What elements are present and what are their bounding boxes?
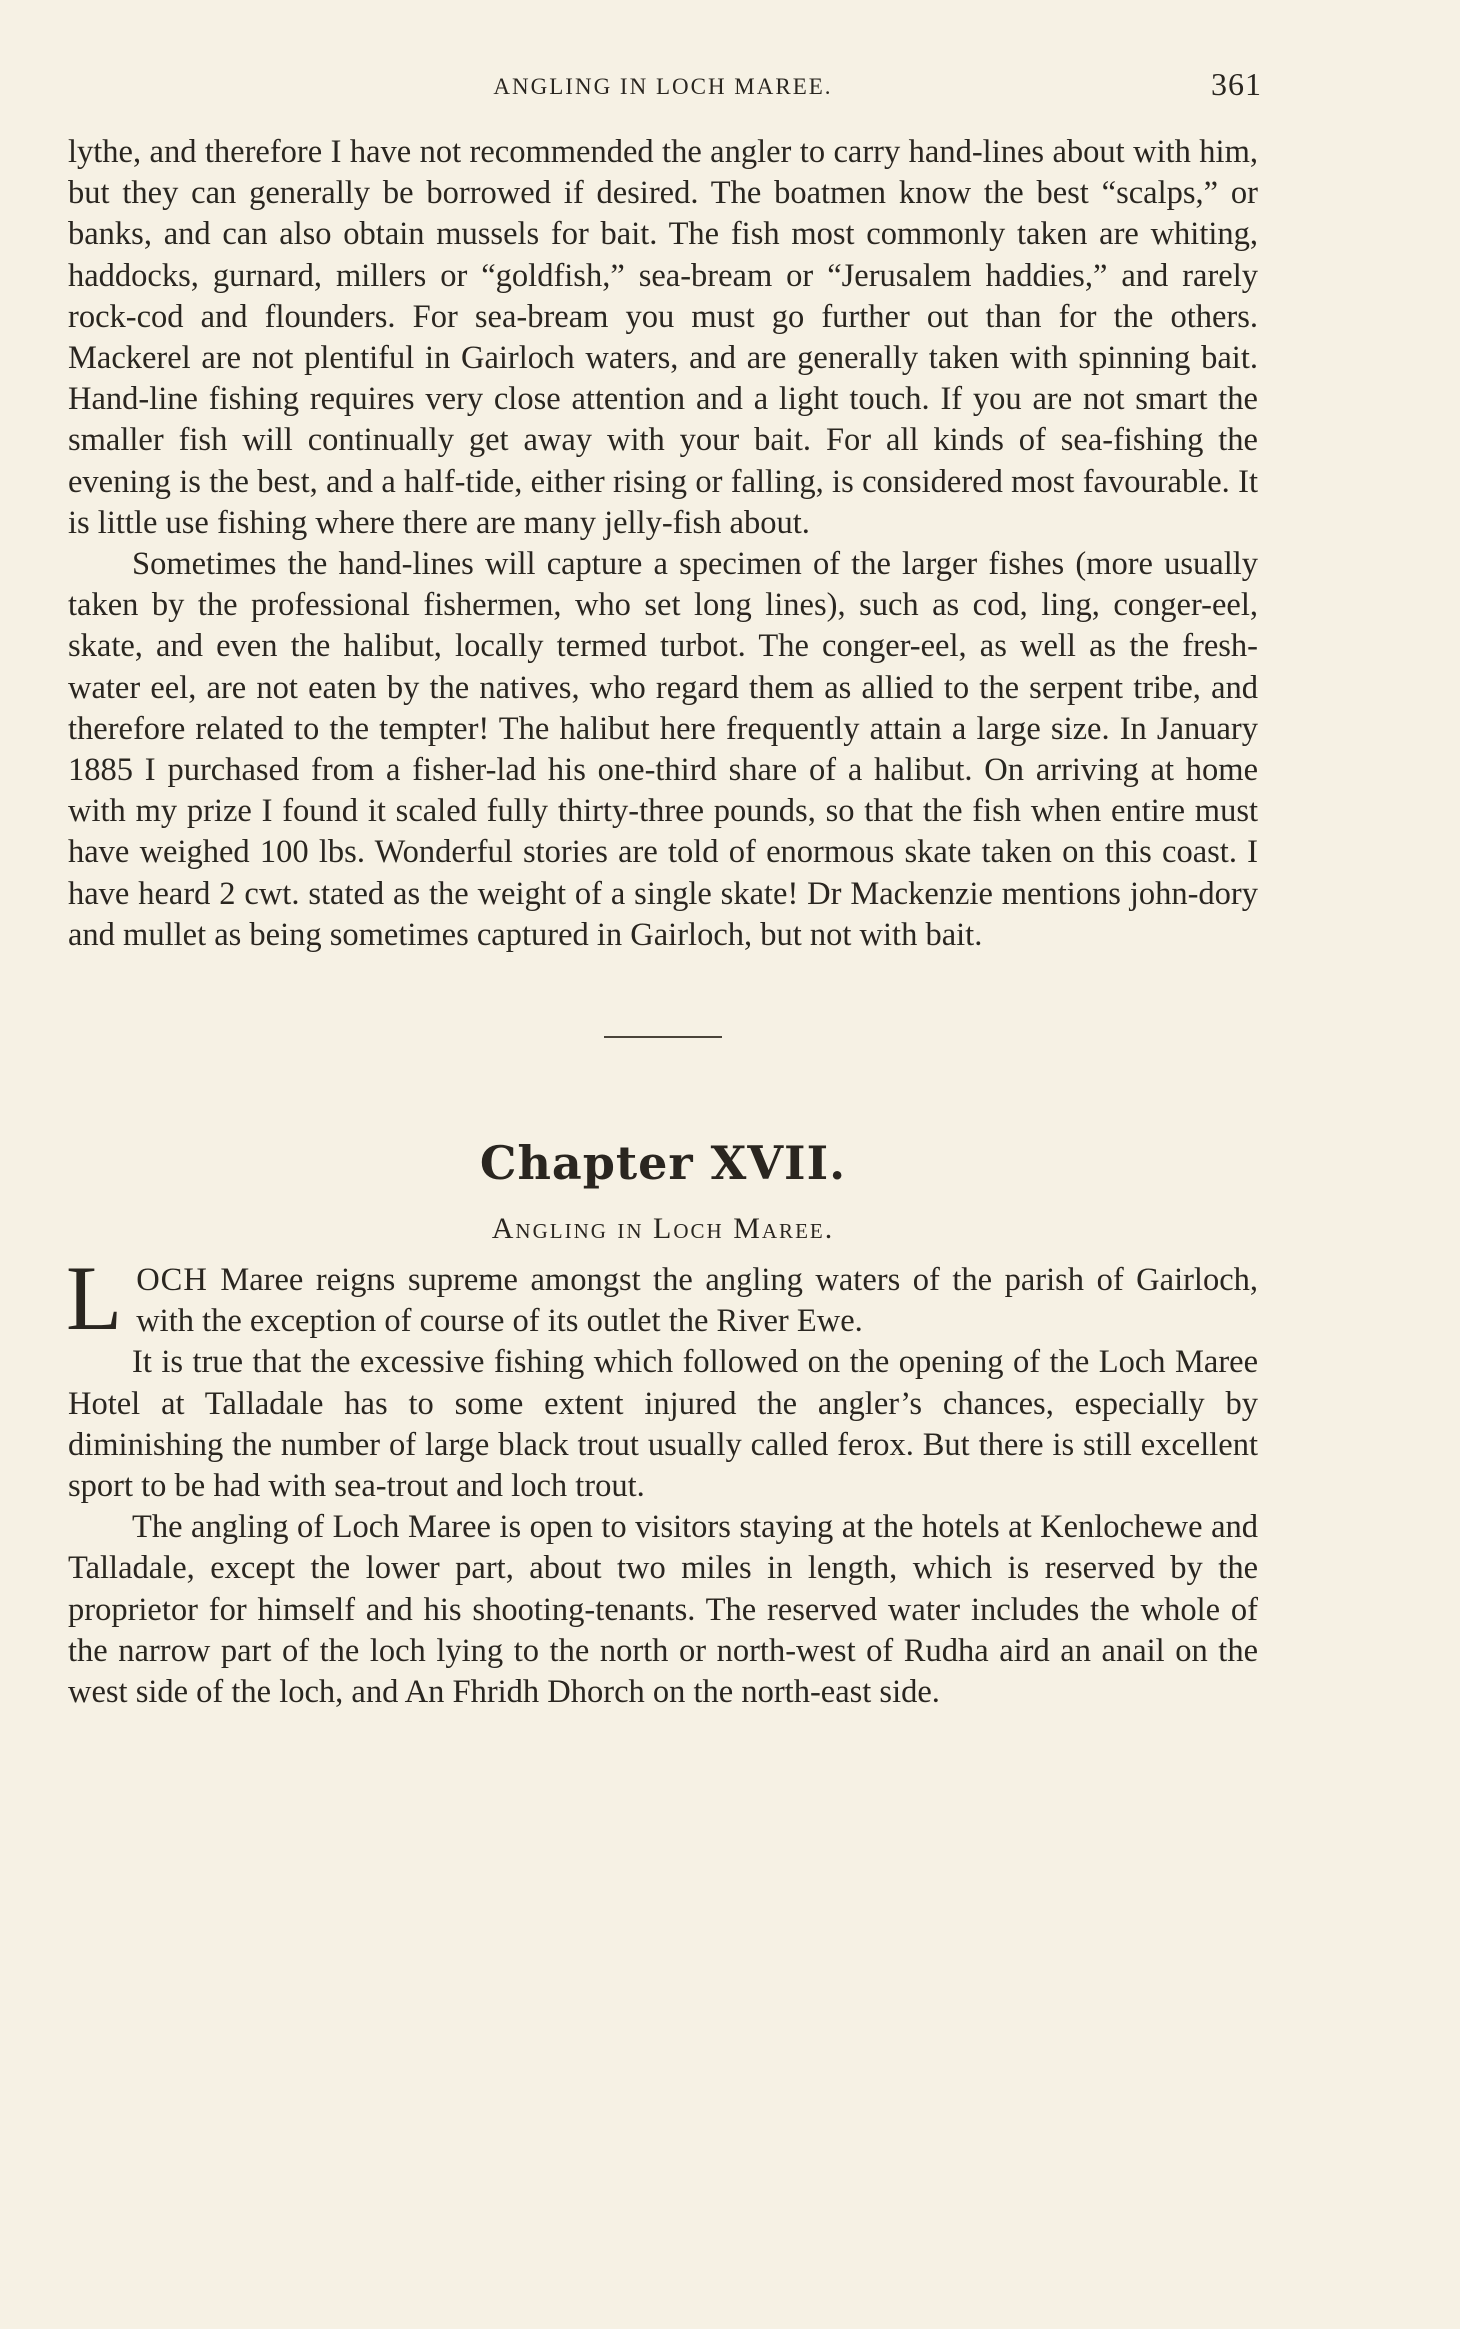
chapter-heading: Chapter XVII. [479, 1136, 847, 1191]
running-head [68, 60, 1262, 110]
chapter-subtitle: Angling in Loch Maree. [491, 1212, 835, 1246]
lead-word: OCH [136, 1262, 208, 1299]
body-text [68, 132, 1258, 956]
section-divider [604, 1036, 722, 1038]
first-paragraph-text: Maree reigns supreme amongst the angling waters of the parish of Gairloch, with the exception of course of its outlet the River Ewe. [136, 1262, 1258, 1340]
paragraph-angling-access: The angling of Loch Maree is open to visitors staying at the hotels at Kenlochewe and Talladale, except the lower part, about two miles in length, which is reserved by the proprietor for himself and his shooting-tenants. The reserved water includes the whole of the narrow part of the loch lying to the north or north-west of Rudha aird an anail on the west side of the loch, and An Fhridh Dhorch on the north-east side. [68, 1509, 1258, 1711]
page-number: 361 [1211, 66, 1262, 102]
paragraph-sea-fishing: lythe, and therefore I have not recommended the angler to carry hand-lines about with him, but they can generally be borrowed if desired. The boatmen know the best “scalps,” or banks, and can also obtain mussels for bait. The fish most commonly taken are whiting, haddocks, gurnard, millers or “goldfish,” sea-bream or “Jerusalem haddies,” and rarely rock-cod and flounders. For sea-bream you must go further out than for the others. Mackerel are not plentiful in Gairloch waters, and are generally taken with spinning bait. Hand-line fishing requires very close attention and a light touch. If you are not smart the smaller fish will continually get away with your bait. For all kinds of sea-fishing the evening is the best, and a half-tide, either rising or falling, is considered most favourable. It is little use fishing where there are many jelly-fish about. [68, 134, 1258, 541]
drop-cap: L [66, 1247, 123, 1350]
paragraph-larger-fishes: Sometimes the hand-lines will capture a specimen of the larger fishes (more usually taken by the professional fishermen, who set long lines), such as cod, ling, conger-eel, skate, and even the halibut, locally termed turbot. The conger-eel, as well as the fresh-water eel, are not eaten by the natives, who regard them as allied to the serpent tribe, and therefore related to the tempter! The halibut here frequently attain a large size. In January 1885 I purchased from a fisher-lad his one-third share of a halibut. On arriving at home with my prize I found it scaled fully thirty-three pounds, so that the fish when entire must have weighed 100 lbs. Wonderful stories are told of enormous skate taken on this coast. I have heard 2 cwt. stated as the weight of a single skate! Dr Mackenzie mentions john-dory and mullet as being sometimes captured in Gairloch, but not with bait. [68, 546, 1258, 953]
chapter-body [66, 1247, 1258, 1713]
running-head-title: ANGLING IN LOCH MAREE. [493, 74, 833, 99]
paragraph-excessive-fishing: It is true that the excessive fishing which followed on the opening of the Loch Maree Hotel at Talladale has to some extent injured the angler’s chances, especially by diminishing the number of large black trout usually called ferox. But there is still excellent sport to be had with sea-trout and loch trout. [68, 1344, 1258, 1505]
chapter-first-paragraph [66, 1247, 1258, 1350]
book-page [66, 60, 1262, 1713]
